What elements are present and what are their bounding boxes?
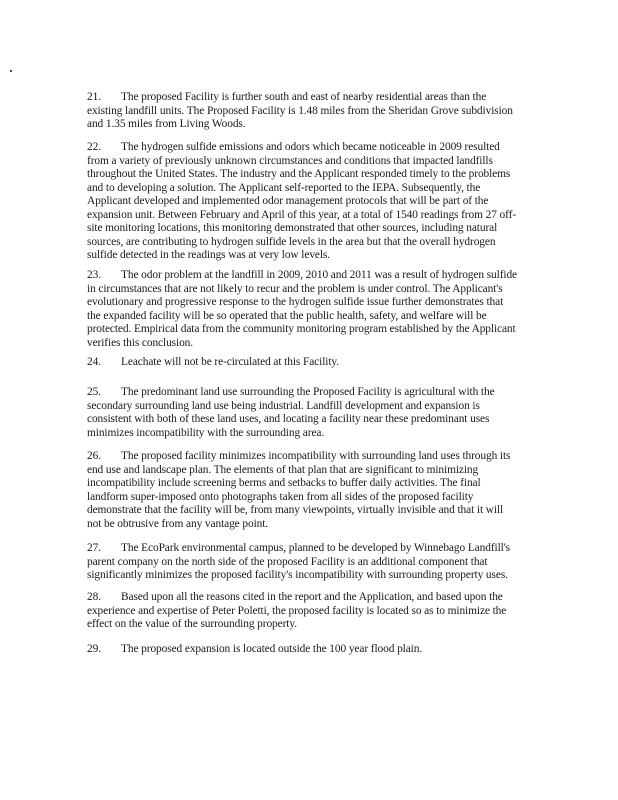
paragraph-text: The predominant land use surrounding the Proposed Facility is agricultural with the secondary surrounding land use being industrial. Landfill development and expansion is consistent with both of these land uses, and locating a facility near these predominant uses minimizes incompatibility with the surrounding area.	[87, 386, 495, 439]
paragraph-text: The proposed facility minimizes incompatibility with surrounding land uses through its end use and landscape plan. The elements of that plan that are significant to minimizing incompatibility include screening berms and setbacks to buffer daily activities. The final landform super-imposed onto photographs taken from all sides of the proposed facility demonstrate that the facility will be, from many viewpoints, virtually invisible and that it will not be obtrusive from any vantage point.	[87, 450, 511, 530]
paragraph-text: Based upon all the reasons cited in the report and the Application, and based upon the experience and expertise of Peter Poletti, the proposed facility is located so as to minimize the effect on the value of the surrounding property.	[87, 591, 507, 630]
paragraph-number: 27.	[87, 542, 101, 554]
paragraph-number: 21.	[87, 91, 101, 103]
paragraph-25	[87, 386, 519, 440]
paragraph-text: The hydrogen sulfide emissions and odors which became noticeable in 2009 resulted from a variety of previously unknown circumstances and conditions that impacted landfills throughout the United States. The industry and the Applicant responded timely to the problems and to developing a solution. The Applicant self-reported to the IEPA. Subsequently, the Applicant developed and implemented odor management protocols that will be part of the expansion unit. Between February and April of this year, at a total of 1540 readings from 27 off-site monitoring locations, this monitoring demonstrated that other sources, including natural sources, are contributing to hydrogen sulfide levels in the area but that the overall hydrogen sulfide detected in the readings was at very low levels.	[87, 141, 517, 261]
paragraph-text: Leachate will not be re-circulated at this Facility.	[121, 356, 339, 368]
paragraph-number: 26.	[87, 450, 101, 462]
paragraph-26	[87, 450, 519, 531]
paragraph-23	[87, 269, 519, 350]
paragraph-text: The proposed expansion is located outside the 100 year flood plain.	[121, 643, 423, 655]
paragraph-text: The EcoPark environmental campus, planned to be developed by Winnebago Landfill's parent company on the north side of the proposed Facility is an additional component that significantly minimizes the proposed facility's incompatibility with surrounding property uses.	[87, 542, 510, 581]
paragraph-29	[87, 643, 519, 657]
paragraph-text: The proposed Facility is further south and east of nearby residential areas than the existing landfill units. The Proposed Facility is 1.48 miles from the Sheridan Grove subdivision and 1.35 miles from Living Woods.	[87, 91, 513, 130]
paragraph-number: 24.	[87, 356, 101, 368]
paragraph-28	[87, 591, 519, 632]
paragraph-text: The odor problem at the landfill in 2009, 2010 and 2011 was a result of hydrogen sulfide in circumstances that are not likely to recur and the problem is under control. The Applicant's evolutionary and progressive response to the hydrogen sulfide issue further demonstrates that the expanded facility will be so operated that the public health, safety, and welfare will be protected. Empirical data from the community monitoring program established by the Applicant verifies this conclusion.	[87, 269, 518, 349]
scan-speck	[10, 70, 12, 72]
paragraph-number: 23.	[87, 269, 101, 281]
paragraph-number: 29.	[87, 643, 101, 655]
paragraph-24	[87, 356, 519, 370]
paragraph-21	[87, 91, 519, 132]
paragraph-22	[87, 141, 519, 263]
paragraph-number: 22.	[87, 141, 101, 153]
paragraph-number: 28.	[87, 591, 101, 603]
paragraph-number: 25.	[87, 386, 101, 398]
paragraph-27	[87, 542, 519, 583]
